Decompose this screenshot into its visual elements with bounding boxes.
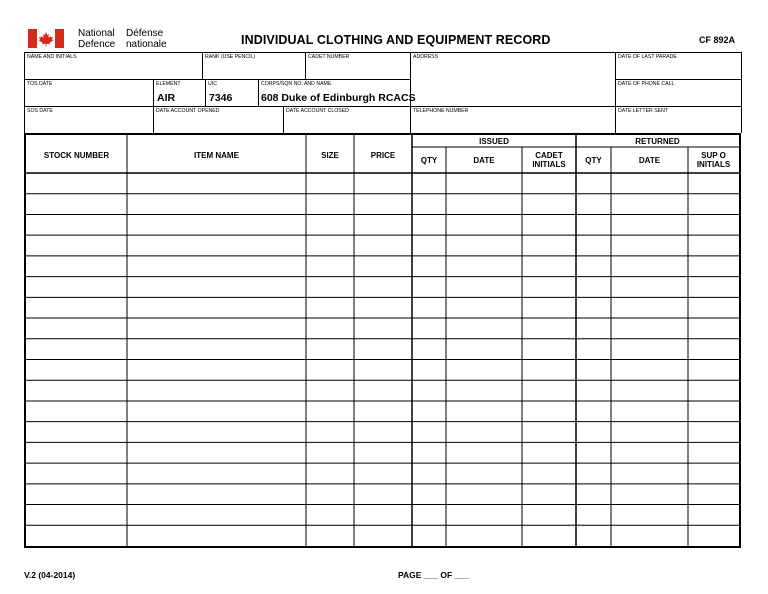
item-name-cell[interactable]: [127, 194, 306, 215]
stock-number-cell[interactable]: [26, 297, 127, 318]
clothing-equipment-table: [24, 133, 741, 548]
issued-qty-cell[interactable]: [412, 360, 446, 381]
returned-qty-cell[interactable]: [576, 256, 611, 277]
item-name-cell[interactable]: [127, 297, 306, 318]
date-account-closed-field[interactable]: [285, 115, 409, 132]
cadet-initials-cell[interactable]: [522, 360, 576, 381]
cadet-initials-cell[interactable]: [522, 318, 576, 339]
item-name-cell[interactable]: [127, 173, 306, 194]
size-cell[interactable]: [306, 173, 354, 194]
sup-o-initials-cell[interactable]: [688, 380, 739, 401]
price-cell[interactable]: [354, 463, 412, 484]
returned-date-cell[interactable]: [611, 360, 688, 381]
address-label: ADDRESS: [413, 54, 439, 60]
size-cell[interactable]: [306, 380, 354, 401]
stock-number-cell[interactable]: [26, 339, 127, 360]
size-cell[interactable]: [306, 401, 354, 422]
issued-date-cell[interactable]: [446, 380, 522, 401]
sup-o-initials-cell[interactable]: [688, 401, 739, 422]
rank-label: RANK (USE PENCIL): [205, 54, 256, 60]
size-cell[interactable]: [306, 235, 354, 256]
issued-qty-cell[interactable]: [412, 214, 446, 235]
sup-o-initials-cell[interactable]: [688, 277, 739, 298]
returned-qty-cell[interactable]: [576, 214, 611, 235]
returned-date-cell[interactable]: [611, 380, 688, 401]
element-value[interactable]: AIR: [157, 92, 176, 104]
corps-sqn-label: CORPS/SQN NO. AND NAME: [261, 81, 332, 87]
cadet-initials-cell[interactable]: [522, 214, 576, 235]
returned-date-cell[interactable]: [611, 194, 688, 215]
stock-number-cell[interactable]: [26, 256, 127, 277]
date-account-opened-label: DATE ACCOUNT OPENED: [156, 108, 220, 114]
cadet-initials-cell[interactable]: [522, 401, 576, 422]
issued-date-cell[interactable]: [446, 297, 522, 318]
price-cell[interactable]: [354, 380, 412, 401]
corps-sqn-value[interactable]: 608 Duke of Edinburgh RCACS: [261, 92, 416, 104]
price-cell[interactable]: [354, 360, 412, 381]
uic-value[interactable]: 7346: [209, 92, 233, 104]
element-label: ELEMENT: [156, 81, 181, 87]
size-cell[interactable]: [306, 194, 354, 215]
department-name-french: [126, 28, 167, 50]
item-name-header: ITEM NAME: [194, 151, 239, 160]
size-cell[interactable]: [306, 318, 354, 339]
stock-number-header: STOCK NUMBER: [43, 151, 110, 160]
size-cell[interactable]: [306, 442, 354, 463]
issued-date-cell[interactable]: [446, 401, 522, 422]
size-header: SIZE: [321, 151, 339, 160]
returned-qty-cell[interactable]: [576, 422, 611, 443]
price-cell[interactable]: [354, 297, 412, 318]
issued-date-cell[interactable]: [446, 525, 522, 546]
stock-number-cell[interactable]: [26, 484, 127, 505]
size-cell[interactable]: [306, 297, 354, 318]
returned-date-cell[interactable]: [611, 442, 688, 463]
returned-date-cell[interactable]: [611, 525, 688, 546]
issued-date-cell[interactable]: [446, 194, 522, 215]
item-name-cell[interactable]: [127, 318, 306, 339]
price-header: PRICE: [370, 151, 396, 160]
price-cell[interactable]: [354, 277, 412, 298]
issued-qty-cell[interactable]: [412, 401, 446, 422]
price-cell[interactable]: [354, 422, 412, 443]
issued-date-cell[interactable]: [446, 484, 522, 505]
issued-group-header: ISSUED: [479, 137, 509, 146]
dept-en-line1: National: [78, 28, 115, 39]
returned-qty-cell[interactable]: [576, 318, 611, 339]
issued-date-cell[interactable]: [446, 235, 522, 256]
issued-date-cell[interactable]: [446, 360, 522, 381]
returned-qty-cell[interactable]: [576, 442, 611, 463]
returned-date-cell[interactable]: [611, 339, 688, 360]
size-cell[interactable]: [306, 339, 354, 360]
sup-o-initials-cell[interactable]: [688, 525, 739, 546]
issued-qty-cell[interactable]: [412, 235, 446, 256]
issued-qty-cell[interactable]: [412, 422, 446, 443]
form-title: INDIVIDUAL CLOTHING AND EQUIPMENT RECORD: [241, 33, 551, 47]
sup-o-initials-cell[interactable]: [688, 442, 739, 463]
issued-date-cell[interactable]: [446, 256, 522, 277]
size-cell[interactable]: [306, 484, 354, 505]
date-account-closed-label: DATE ACCOUNT CLOSED: [286, 108, 349, 114]
price-cell[interactable]: [354, 173, 412, 194]
issued-date-cell[interactable]: [446, 214, 522, 235]
issued-qty-cell[interactable]: [412, 173, 446, 194]
sup-o-line2: INITIALS: [696, 160, 731, 169]
item-name-cell[interactable]: [127, 442, 306, 463]
cadet-initials-cell[interactable]: [522, 442, 576, 463]
cadet-initials-cell[interactable]: [522, 484, 576, 505]
stock-number-cell[interactable]: [26, 442, 127, 463]
returned-date-cell[interactable]: [611, 463, 688, 484]
item-name-cell[interactable]: [127, 380, 306, 401]
size-cell[interactable]: [306, 505, 354, 526]
issued-date-cell[interactable]: [446, 463, 522, 484]
cadet-initials-line2: INITIALS: [532, 160, 566, 169]
dept-en-line2: Defence: [78, 39, 116, 50]
date-of-phone-call-label: DATE OF PHONE CALL: [618, 81, 675, 87]
item-name-cell[interactable]: [127, 422, 306, 443]
sup-o-initials-cell[interactable]: [688, 484, 739, 505]
stock-number-cell[interactable]: [26, 422, 127, 443]
issued-qty-cell[interactable]: [412, 505, 446, 526]
size-cell[interactable]: [306, 256, 354, 277]
issued-qty-cell[interactable]: [412, 277, 446, 298]
stock-number-cell[interactable]: [26, 463, 127, 484]
item-name-cell[interactable]: [127, 360, 306, 381]
issued-qty-cell[interactable]: [412, 442, 446, 463]
cadet-initials-cell[interactable]: [522, 256, 576, 277]
returned-qty-cell[interactable]: [576, 173, 611, 194]
dept-fr-line1: Défense: [126, 28, 164, 39]
returned-date-header: DATE: [638, 156, 661, 165]
returned-date-cell[interactable]: [611, 297, 688, 318]
sup-o-initials-cell[interactable]: [688, 318, 739, 339]
dept-fr-line2: nationale: [126, 39, 167, 50]
item-name-cell[interactable]: [127, 401, 306, 422]
item-name-cell[interactable]: [127, 277, 306, 298]
address-field[interactable]: [412, 61, 614, 105]
price-cell[interactable]: [354, 525, 412, 546]
stock-number-cell[interactable]: [26, 318, 127, 339]
price-cell[interactable]: [354, 318, 412, 339]
price-cell[interactable]: [354, 505, 412, 526]
cadet-initials-cell[interactable]: [522, 339, 576, 360]
stock-number-cell[interactable]: [26, 505, 127, 526]
returned-qty-cell[interactable]: [576, 235, 611, 256]
cadet-initials-cell[interactable]: [522, 173, 576, 194]
issued-qty-cell[interactable]: [412, 380, 446, 401]
item-name-cell[interactable]: [127, 339, 306, 360]
stock-number-cell[interactable]: [26, 380, 127, 401]
sup-o-initials-cell[interactable]: [688, 360, 739, 381]
price-cell[interactable]: [354, 256, 412, 277]
issued-qty-cell[interactable]: [412, 318, 446, 339]
returned-qty-cell[interactable]: [576, 339, 611, 360]
returned-qty-cell[interactable]: [576, 484, 611, 505]
returned-date-cell[interactable]: [611, 256, 688, 277]
cadet-initials-line1: CADET: [535, 151, 563, 160]
price-cell[interactable]: [354, 401, 412, 422]
size-cell[interactable]: [306, 277, 354, 298]
telephone-number-field[interactable]: [412, 115, 614, 132]
tos-date-field[interactable]: [26, 88, 152, 105]
item-name-cell[interactable]: [127, 256, 306, 277]
date-letter-sent-label: DATE LETTER SENT: [618, 108, 669, 114]
cadet-initials-cell[interactable]: [522, 422, 576, 443]
cadet-initials-cell[interactable]: [522, 380, 576, 401]
cadet-number-label: CADET NUMBER: [308, 54, 350, 60]
sup-o-initials-cell[interactable]: [688, 173, 739, 194]
returned-qty-cell[interactable]: [576, 463, 611, 484]
date-account-opened-field[interactable]: [155, 115, 282, 132]
item-name-cell[interactable]: [127, 484, 306, 505]
sup-o-initials-header: [688, 151, 739, 169]
price-cell[interactable]: [354, 194, 412, 215]
issued-date-cell[interactable]: [446, 277, 522, 298]
returned-qty-cell[interactable]: [576, 194, 611, 215]
price-cell[interactable]: [354, 235, 412, 256]
telephone-number-label: TELEPHONE NUMBER: [413, 108, 469, 114]
returned-qty-header: QTY: [585, 156, 602, 165]
issued-date-cell[interactable]: [446, 339, 522, 360]
issued-date-cell[interactable]: [446, 505, 522, 526]
issued-qty-cell[interactable]: [412, 525, 446, 546]
issued-qty-header: QTY: [420, 156, 438, 165]
sup-o-initials-cell[interactable]: [688, 194, 739, 215]
returned-date-cell[interactable]: [611, 235, 688, 256]
stock-number-cell[interactable]: [26, 235, 127, 256]
returned-date-cell[interactable]: [611, 277, 688, 298]
cadet-number-field[interactable]: [307, 61, 409, 78]
returned-date-cell[interactable]: [611, 173, 688, 194]
name-and-initials-field[interactable]: [26, 61, 201, 78]
issued-date-cell[interactable]: [446, 318, 522, 339]
department-name-english: [78, 28, 115, 50]
size-cell[interactable]: [306, 463, 354, 484]
returned-group-header: RETURNED: [635, 137, 680, 146]
issued-date-cell[interactable]: [446, 173, 522, 194]
sup-o-initials-cell[interactable]: [688, 235, 739, 256]
size-cell[interactable]: [306, 214, 354, 235]
cadet-initials-cell[interactable]: [522, 235, 576, 256]
date-letter-sent-field[interactable]: [617, 115, 740, 132]
cadet-initials-cell[interactable]: [522, 297, 576, 318]
size-cell[interactable]: [306, 360, 354, 381]
returned-qty-cell[interactable]: [576, 505, 611, 526]
price-cell[interactable]: [354, 442, 412, 463]
item-name-cell[interactable]: [127, 525, 306, 546]
stock-number-cell[interactable]: [26, 401, 127, 422]
sup-o-initials-cell[interactable]: [688, 339, 739, 360]
issued-qty-cell[interactable]: [412, 484, 446, 505]
returned-qty-cell[interactable]: [576, 401, 611, 422]
returned-date-cell[interactable]: [611, 214, 688, 235]
returned-qty-cell[interactable]: [576, 297, 611, 318]
cadet-initials-cell[interactable]: [522, 277, 576, 298]
tos-date-label: TOS DATE: [27, 81, 53, 87]
returned-date-cell[interactable]: [611, 505, 688, 526]
item-name-cell[interactable]: [127, 235, 306, 256]
returned-date-cell[interactable]: [611, 401, 688, 422]
issued-qty-cell[interactable]: [412, 297, 446, 318]
rank-field[interactable]: [204, 61, 304, 78]
cadet-initials-cell[interactable]: [522, 463, 576, 484]
stock-number-cell[interactable]: [26, 173, 127, 194]
item-name-cell[interactable]: [127, 505, 306, 526]
cadet-initials-cell[interactable]: [522, 194, 576, 215]
date-of-last-parade-label: DATE OF LAST PARADE: [618, 54, 677, 60]
sup-o-initials-cell[interactable]: [688, 256, 739, 277]
stock-number-cell[interactable]: [26, 194, 127, 215]
returned-date-cell[interactable]: [611, 484, 688, 505]
item-name-cell[interactable]: [127, 214, 306, 235]
size-cell[interactable]: [306, 525, 354, 546]
sup-o-line1: SUP O: [701, 151, 726, 160]
issued-qty-cell[interactable]: [412, 339, 446, 360]
sos-date-field[interactable]: [26, 115, 152, 132]
returned-date-cell[interactable]: [611, 318, 688, 339]
sup-o-initials-cell[interactable]: [688, 422, 739, 443]
stock-number-cell[interactable]: [26, 214, 127, 235]
cadet-initials-header: [522, 151, 576, 169]
form-number: CF 892A: [699, 35, 736, 45]
returned-qty-cell[interactable]: [576, 380, 611, 401]
date-of-last-parade-field[interactable]: [617, 61, 740, 78]
price-cell[interactable]: [354, 214, 412, 235]
cadet-initials-cell[interactable]: [522, 505, 576, 526]
sup-o-initials-cell[interactable]: [688, 297, 739, 318]
canada-flag-icon: [28, 29, 64, 48]
returned-date-cell[interactable]: [611, 422, 688, 443]
price-cell[interactable]: [354, 484, 412, 505]
issued-date-cell[interactable]: [446, 442, 522, 463]
form-version: V.2 (04-2014): [24, 570, 76, 580]
item-name-cell[interactable]: [127, 463, 306, 484]
cadet-initials-cell[interactable]: [522, 525, 576, 546]
stock-number-cell[interactable]: [26, 525, 127, 546]
date-of-phone-call-field[interactable]: [617, 88, 740, 105]
stock-number-cell[interactable]: [26, 277, 127, 298]
name-and-initials-label: NAME AND INITIALS: [27, 54, 77, 60]
price-cell[interactable]: [354, 339, 412, 360]
sup-o-initials-cell[interactable]: [688, 505, 739, 526]
returned-qty-cell[interactable]: [576, 277, 611, 298]
issued-qty-cell[interactable]: [412, 256, 446, 277]
sos-date-label: SOS DATE: [27, 108, 53, 114]
sup-o-initials-cell[interactable]: [688, 463, 739, 484]
issued-date-header: DATE: [473, 156, 495, 165]
size-cell[interactable]: [306, 422, 354, 443]
returned-qty-cell[interactable]: [576, 525, 611, 546]
uic-label: UIC: [208, 81, 217, 87]
issued-qty-cell[interactable]: [412, 194, 446, 215]
page-number[interactable]: PAGE ___ OF ___: [398, 570, 469, 580]
issued-qty-cell[interactable]: [412, 463, 446, 484]
sup-o-initials-cell[interactable]: [688, 214, 739, 235]
stock-number-cell[interactable]: [26, 360, 127, 381]
issued-date-cell[interactable]: [446, 422, 522, 443]
returned-qty-cell[interactable]: [576, 360, 611, 381]
